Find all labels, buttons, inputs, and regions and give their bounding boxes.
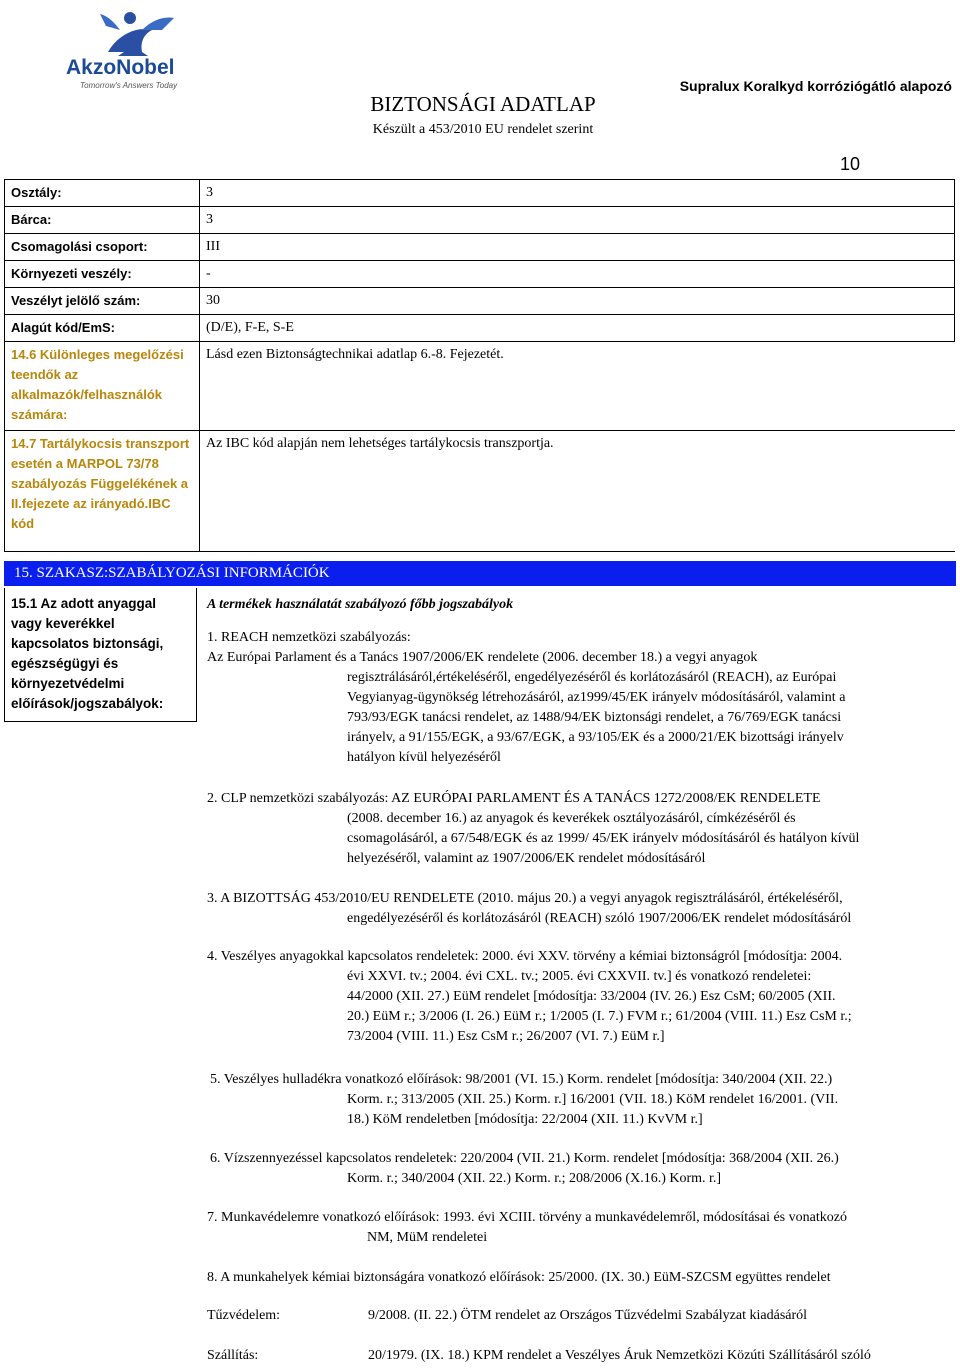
transport-value: 3 — [200, 207, 955, 234]
transport-label: Csomagolási csoport: — [5, 234, 200, 261]
regulation-line: 3. A BIZOTTSÁG 453/2010/EU RENDELETE (2010. május 20.) a vegyi anyagok regisztrálásáról, értékeléséről, — [207, 891, 843, 906]
regulation-4 — [207, 947, 947, 1047]
regulation-line: regisztrálásáról,értékeléséről, engedélyezéséről és korlátozásáról (REACH), az Európai — [347, 670, 837, 685]
regulation-line: 73/2004 (VIII. 11.) Esz CsM r.; 26/2007 (VI. 7.) EüM r.] — [347, 1029, 665, 1044]
transport-label: Osztály: — [5, 180, 200, 207]
regulation-5 — [210, 1070, 950, 1130]
table-row — [5, 234, 955, 261]
document-subtitle: Készült a 453/2010 EU rendelet szerint — [372, 122, 594, 137]
table-row — [5, 342, 955, 431]
table-row — [5, 288, 955, 315]
regulation-8 — [207, 1268, 947, 1288]
regulation-line: 2. CLP nemzetközi szabályozás: AZ EURÓPAI PARLAMENT ÉS A TANÁCS 1272/2008/EK RENDELETE — [207, 791, 821, 806]
regulation-line: évi XXVI. tv.; 2004. évi CXL. tv.; 2005. évi CXXVII. tv.] és vonatkozó rendeletei: — [347, 969, 812, 984]
tank-transport-value: Az IBC kód alapján nem lehetséges tartálykocsis transzportja. — [200, 431, 955, 552]
regulation-6 — [210, 1149, 950, 1189]
regulation-line: 5. Veszélyes hulladékra vonatkozó előírások: 98/2001 (VI. 15.) Korm. rendelet [módosítja: 340/2004 (XII. 22.) — [210, 1072, 833, 1087]
regulation-title: 1. REACH nemzetközi szabályozás: — [207, 630, 411, 645]
transport-law-label: Szállítás: — [207, 1348, 259, 1363]
fire-protection-label: Tűzvédelem: — [207, 1308, 281, 1323]
transport-value: 30 — [200, 288, 955, 315]
transport-value: - — [200, 261, 955, 288]
regulation-line: 18.) KöM rendeletben [módosítja: 22/2004 (XII. 11.) KvVM r.] — [347, 1112, 703, 1127]
regulation-line: 4. Veszélyes anyagokkal kapcsolatos rendeletek: 2000. évi XXV. törvény a kémiai biztonságról [módosítja: 2004. — [207, 949, 843, 964]
regulation-line: Vegyianyag-ügynökség létrehozásáról, az1999/45/EK irányelv módosításáról, valamint a — [347, 690, 846, 705]
logo-tagline: Tomorrow's Answers Today — [80, 81, 178, 90]
special-precautions-label — [5, 342, 200, 431]
section-15-1-text: 15.1 Az adott anyaggal vagy keverékkel kapcsolatos biztonsági, egészségügyi és környezetvédelmi előírások/jogszabályok: — [11, 596, 164, 711]
regulation-line: 793/93/EGK tanácsi rendelet, az 1488/94/EK biztonsági rendelet, a 76/769/EGK tanácsi — [347, 710, 842, 725]
regulation-line: Korm. r.; 313/2005 (XII. 25.) Korm. r.] 16/2001 (VII. 18.) KöM rendelet 16/2001. (VII. — [347, 1092, 839, 1107]
regulation-2 — [207, 789, 947, 869]
product-name: Supralux Koralkyd korróziógátló alapozó — [679, 78, 952, 94]
table-row — [5, 207, 955, 234]
regulation-line: 7. Munkavédelemre vonatkozó előírások: 1993. évi XCIII. törvény a munkavédelemről, módosításai és vonatkozó — [207, 1210, 847, 1225]
page-number: 10 — [840, 154, 861, 174]
regulation-line: hatályon kívül helyezéséről — [347, 750, 501, 765]
transport-label: Környezeti veszély: — [5, 261, 200, 288]
regulation-line: irányelv, a 91/155/EGK, a 93/67/EGK, a 93/105/EK és a 2000/21/EK bizottsági irányelv — [347, 730, 844, 745]
transport-law-value: 20/1979. (IX. 18.) KPM rendelet a Veszélyes Áruk Nemzetközi Közúti Szállításáról szóló — [368, 1348, 871, 1363]
table-row — [5, 180, 955, 207]
regulation-line: Korm. r.; 340/2004 (XII. 22.) Korm. r.; 208/2006 (X.16.) Korm. r.] — [347, 1171, 722, 1186]
document-title: BIZTONSÁGI ADATLAP — [370, 92, 596, 116]
section-15-1-label — [4, 588, 197, 722]
special-precautions-text: 14.6 Különleges megelőzési teendők az alkalmazók/felhasználók számára: — [11, 347, 184, 422]
regulation-line: csomagolásáról, a 67/548/EGK és az 1999/ 45/EK irányelv módosításáról és hatályon kívül — [347, 831, 860, 846]
transport-label: Alagút kód/EmS: — [5, 315, 200, 342]
regulation-3 — [207, 889, 947, 929]
regulation-line: (2008. december 16.) az anyagok és keverékek osztályozásáról, címkézéséről és — [347, 811, 796, 826]
regulations-heading: A termékek használatát szabályozó főbb jogszabályok — [207, 597, 514, 612]
regulation-line: 44/2000 (XII. 27.) EüM rendelet [módosítja: 33/2004 (IV. 26.) Esz CsM; 60/2005 (XII. — [347, 989, 836, 1004]
section-15-header — [4, 561, 956, 586]
regulation-1 — [207, 628, 947, 768]
special-precautions-value: Lásd ezen Biztonságtechnikai adatlap 6.-8. Fejezetét. — [200, 342, 955, 431]
regulation-line: Az Európai Parlament és a Tanács 1907/2006/EK rendelete (2006. december 18.) a vegyi anyagok — [207, 650, 758, 665]
regulation-line: 8. A munkahelyek kémiai biztonságára vonatkozó előírások: 25/2000. (IX. 30.) EüM-SZCSM együttes rendelet — [207, 1270, 831, 1285]
regulation-line: engedélyezéséről és korlátozásáról (REACH) szóló 1907/2006/EK rendelet módosításáról — [347, 911, 852, 926]
table-row — [5, 261, 955, 288]
transport-table — [4, 179, 955, 552]
logo-brand-text: AkzoNobel — [66, 56, 175, 79]
regulation-line: helyezéséről, valamint az 1907/2006/EK rendelet módosításáról — [347, 851, 706, 866]
regulation-line: NM, MüM rendeletei — [367, 1230, 488, 1245]
transport-label: Veszélyt jelölő szám: — [5, 288, 200, 315]
fire-protection-value: 9/2008. (II. 22.) ÖTM rendelet az Országos Tűzvédelmi Szabályzat kiadásáról — [368, 1308, 808, 1323]
table-row — [5, 315, 955, 342]
regulation-line: 20.) EüM r.; 3/2006 (I. 26.) EüM r.; 1/2005 (I. 7.) FVM r.; 61/2004 (VIII. 11.) Esz CsM r.; — [347, 1009, 852, 1024]
tank-transport-label — [5, 431, 200, 552]
transport-value: III — [200, 234, 955, 261]
transport-value: 3 — [200, 180, 955, 207]
tank-transport-text: 14.7 Tartálykocsis transzport esetén a MARPOL 73/78 szabályozás Függelékének a II.fejezete az irányadó.IBC kód — [11, 436, 190, 531]
table-row — [5, 431, 955, 552]
transport-label: Bárca: — [5, 207, 200, 234]
regulation-7 — [207, 1208, 947, 1248]
section-15-title: 15. SZAKASZ:SZABÁLYOZÁSI INFORMÁCIÓK — [14, 565, 330, 581]
regulation-line: 6. Vízszennyezéssel kapcsolatos rendeletek: 220/2004 (VII. 21.) Korm. rendelet [módosítja: 368/2004 (XII. 26.) — [210, 1151, 839, 1166]
transport-value: (D/E), F-E, S-E — [200, 315, 955, 342]
